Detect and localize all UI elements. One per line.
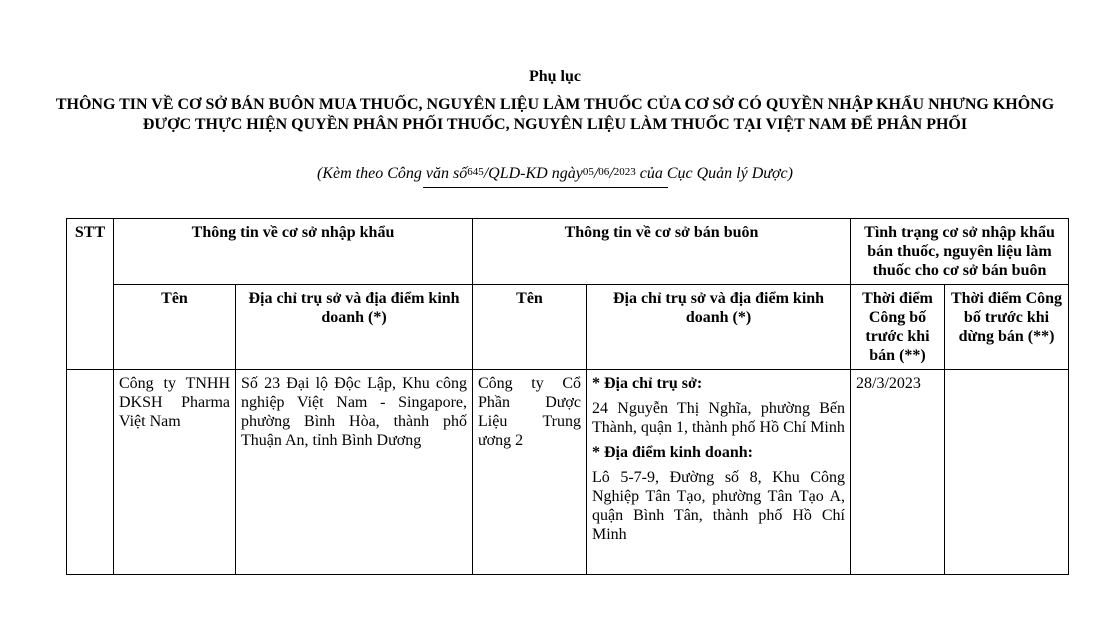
header-importer-group: Thông tin về cơ sở nhập khẩu bbox=[114, 219, 473, 285]
header-row-group bbox=[67, 219, 1069, 285]
document-main-title: THÔNG TIN VỀ CƠ SỞ BÁN BUÔN MUA THUỐC, NGUYÊN LIỆU LÀM THUỐC CỦA CƠ SỞ CÓ QUYỀN NHẬP KHẨU NHƯNG KHÔNG ĐƯỢC THỰC HIỆN QUYỀN PHÂN PHỐI THUỐC, NGUYÊN LIỆU LÀM THUỐC TẠI VIỆT NAM ĐỂ PHÂN PHỐI bbox=[55, 96, 1055, 133]
header-wholesaler-group: Thông tin về cơ sở bán buôn bbox=[473, 219, 851, 285]
subtitle-prefix: (Kèm theo Công văn số bbox=[317, 165, 468, 182]
cell-wholesaler-name: Công ty Cổ Phần Dược Liệu Trung ương 2 bbox=[473, 370, 587, 575]
table-row bbox=[67, 370, 1069, 575]
cell-importer-name: Công ty TNHH DKSH Pharma Việt Nam bbox=[114, 370, 236, 575]
dispatch-code: /QLD-KD ngày bbox=[483, 165, 583, 182]
subtitle-underline bbox=[423, 187, 668, 188]
cell-announce-before-sale: 28/3/2023 bbox=[851, 370, 945, 575]
cell-wholesaler-address bbox=[587, 370, 851, 575]
cell-stt bbox=[67, 370, 114, 575]
header-wholesaler-name: Tên bbox=[473, 285, 587, 370]
wholesaler-info-table bbox=[66, 218, 1069, 575]
dispatch-day: 05 bbox=[582, 166, 594, 178]
cell-announce-before-stop bbox=[945, 370, 1069, 575]
dispatch-number: 645 bbox=[467, 166, 484, 178]
head-office-label: * Địa chỉ trụ sở: bbox=[592, 375, 703, 392]
header-announce-before-sale: Thời điểm Công bố trước khi bán (**) bbox=[851, 285, 945, 370]
header-stt: STT bbox=[67, 219, 114, 370]
subtitle-suffix: của Cục Quản lý Dược) bbox=[635, 165, 793, 182]
head-office-address: 24 Nguyễn Thị Nghĩa, phường Bến Thành, quận 1, thành phố Hồ Chí Minh bbox=[592, 400, 845, 436]
business-location-address: Lô 5-7-9, Đường số 8, Khu Công Nghiệp Tân Tạo, phường Tân Tạo A, quận Bình Tân, thành phố Hồ Chí Minh bbox=[592, 469, 845, 543]
header-wholesaler-address: Địa chỉ trụ sở và địa điểm kinh doanh (*) bbox=[587, 285, 851, 370]
header-row-columns bbox=[67, 285, 1069, 370]
header-announce-before-stop: Thời điểm Công bố trước khi dừng bán (**) bbox=[945, 285, 1069, 370]
business-location-label: * Địa điểm kinh doanh: bbox=[592, 444, 753, 461]
header-importer-name: Tên bbox=[114, 285, 236, 370]
header-importer-address: Địa chỉ trụ sở và địa điểm kinh doanh (*) bbox=[236, 285, 473, 370]
dispatch-year: 2023 bbox=[613, 166, 636, 178]
header-status-group: Tình trạng cơ sở nhập khẩu bán thuốc, nguyên liệu làm thuốc cho cơ sở bán buôn bbox=[851, 219, 1069, 285]
document-subtitle: (Kèm theo Công văn số645/QLD-KD ngày05/06/2023 của Cục Quản lý Dược) bbox=[317, 165, 793, 182]
cell-importer-address: Số 23 Đại lộ Độc Lập, Khu công nghiệp Việt Nam - Singapore, phường Bình Hòa, thành phố Thuận An, tỉnh Bình Dương bbox=[236, 370, 473, 575]
dispatch-month: 06 bbox=[598, 166, 610, 178]
appendix-title: Phụ lục bbox=[528, 68, 581, 85]
